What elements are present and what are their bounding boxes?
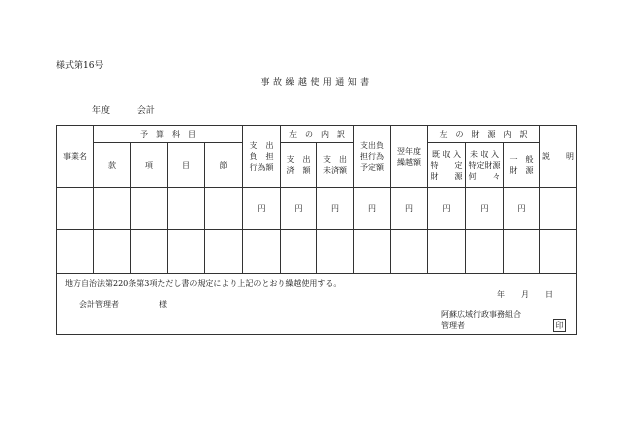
fund-breakdown-header: 左 の 財 源 内 訳	[428, 126, 540, 143]
project-name-cell[interactable]	[57, 188, 94, 230]
yen-unit: 円	[466, 188, 504, 230]
explanation-cell[interactable]	[540, 188, 577, 230]
scheduled-burden-header: 支出負 担行為 予定額	[354, 126, 391, 188]
budget-category-header: 予 算 科 目	[94, 126, 243, 143]
moku-cell[interactable]	[168, 188, 205, 230]
accounting-manager-line: 会計管理者 様	[79, 300, 167, 309]
fiscal-year-line	[92, 103, 155, 116]
yen-unit: 円	[428, 188, 466, 230]
kan-cell[interactable]	[94, 230, 131, 274]
explanation-cell[interactable]	[540, 230, 577, 274]
carryover-table	[56, 125, 577, 274]
setsu-cell[interactable]	[205, 188, 243, 230]
project-name-cell[interactable]	[57, 230, 94, 274]
statement-text: 地方自治法第220条第3項ただし書の規定により上記のとおり繰越使用する。	[65, 279, 342, 288]
amount-cell[interactable]	[428, 230, 466, 274]
table-row	[57, 230, 577, 274]
form-number: 様式第16号	[56, 61, 104, 71]
document-title: 事 故 繰 越 使 用 通 知 書	[260, 78, 370, 88]
explanation-header: 説 明	[540, 126, 577, 188]
expense-burden-header: 支 出 負 担 行為額	[243, 126, 281, 188]
general-fund-header: 一 般 財 源	[504, 143, 540, 188]
paid-amount-header: 支 出 済 額	[281, 143, 317, 188]
amount-cell[interactable]	[243, 230, 281, 274]
organization-name: 阿蘇広域行政事務組合	[441, 310, 521, 319]
yen-unit: 円	[354, 188, 391, 230]
setsu-cell[interactable]	[205, 230, 243, 274]
kou-header: 項	[131, 143, 168, 188]
account-label: 会計	[136, 106, 155, 116]
kou-cell[interactable]	[131, 188, 168, 230]
kan-cell[interactable]	[94, 188, 131, 230]
kou-cell[interactable]	[131, 230, 168, 274]
table-row	[57, 188, 577, 230]
kan-header: 款	[94, 143, 131, 188]
project-name-header: 事業名	[57, 126, 94, 188]
amount-cell[interactable]	[281, 230, 317, 274]
fiscal-year-label: 年度	[92, 106, 111, 116]
seal-mark: 印	[553, 319, 566, 332]
yen-unit: 円	[317, 188, 354, 230]
administrator-label: 管理者	[441, 321, 465, 330]
date-line: 年 月 日	[497, 290, 553, 299]
secured-special-fund-header: 既 収 入 特 定 財 源	[428, 143, 466, 188]
yen-unit: 円	[504, 188, 540, 230]
yen-unit: 円	[281, 188, 317, 230]
setsu-header: 節	[205, 143, 243, 188]
yen-unit: 円	[243, 188, 281, 230]
unreceived-special-fund-header: 未 収 入 特定財源 何 々	[466, 143, 504, 188]
yen-unit: 円	[391, 188, 428, 230]
unpaid-amount-header: 支 出 未済額	[317, 143, 354, 188]
footer-section	[56, 272, 577, 335]
amount-cell[interactable]	[391, 230, 428, 274]
amount-cell[interactable]	[504, 230, 540, 274]
moku-cell[interactable]	[168, 230, 205, 274]
amount-cell[interactable]	[317, 230, 354, 274]
next-year-carryover-header: 翌年度 繰越額	[391, 126, 428, 188]
moku-header: 目	[168, 143, 205, 188]
left-breakdown-header: 左 の 内 訳	[281, 126, 354, 143]
amount-cell[interactable]	[466, 230, 504, 274]
amount-cell[interactable]	[354, 230, 391, 274]
